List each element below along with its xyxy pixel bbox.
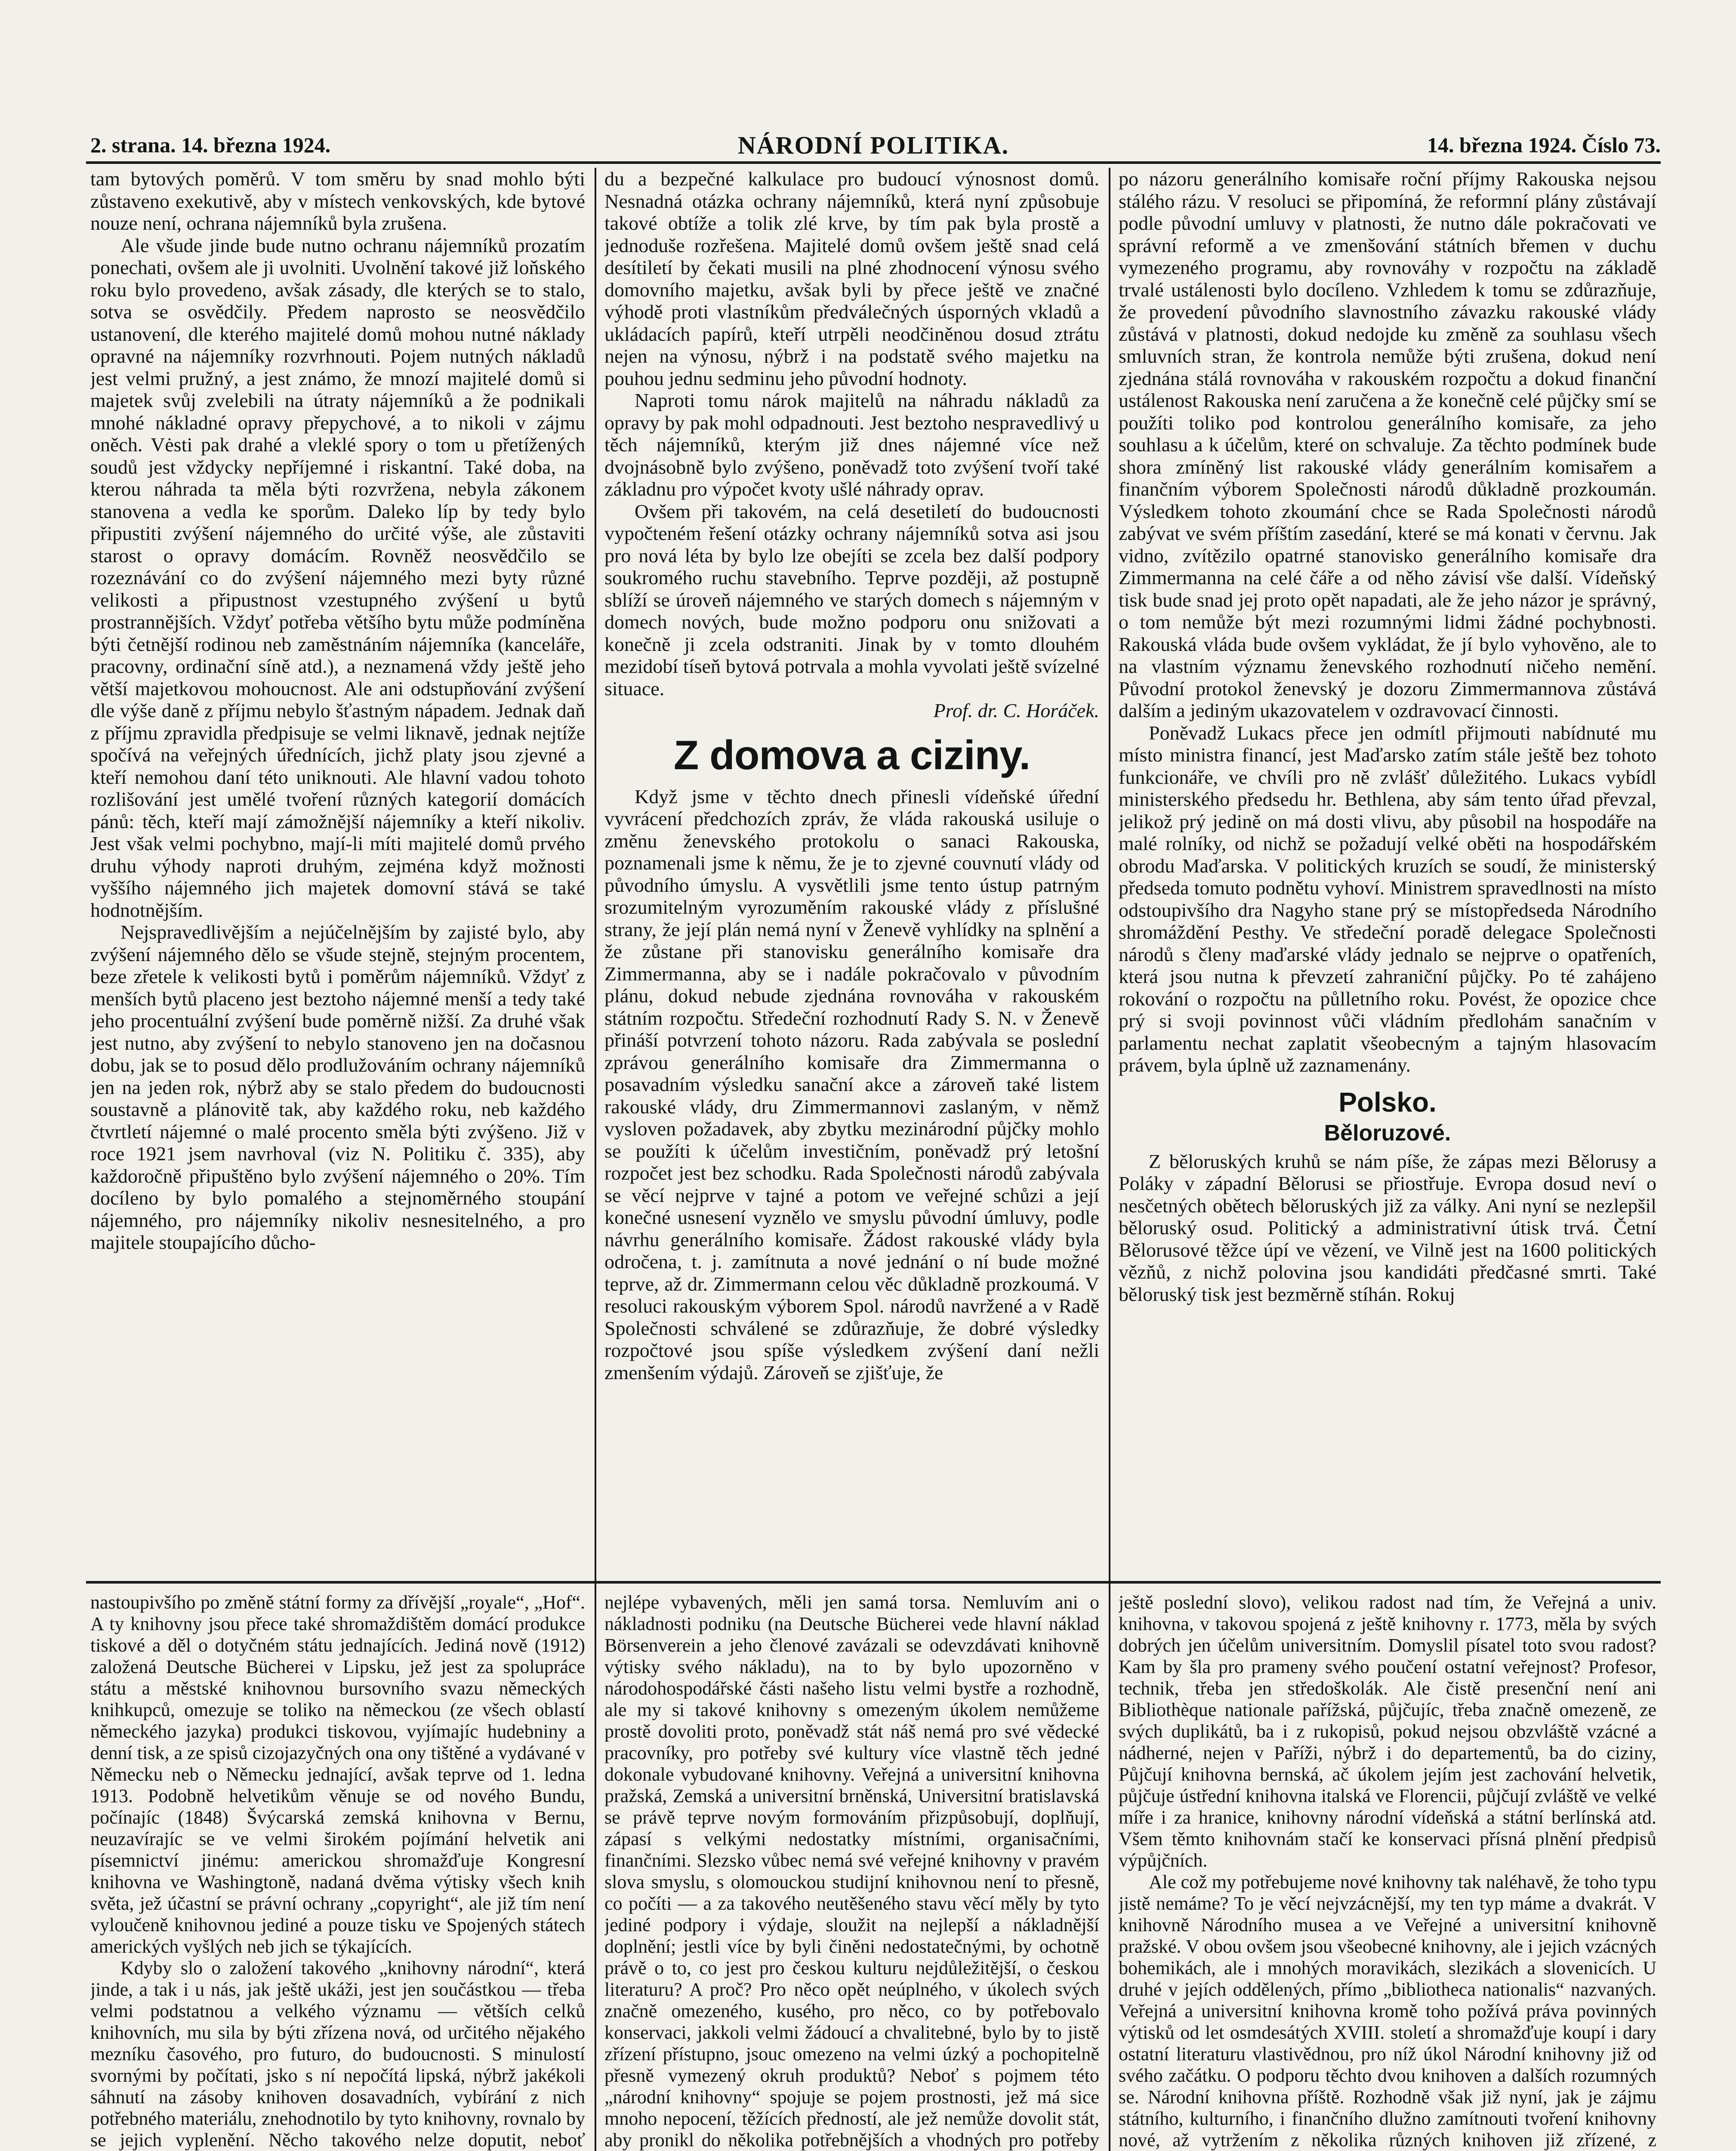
article-column-1 (90, 168, 585, 1575)
paragraph: Kdyby slo o založení takového „knihovny národní“, která jinde, a tak i u nás, jak ještě ukáži, jest jen součástkou — třeba velmi podstatnou a velkého významu — větších celků knihovních, mu sila by býti zřízena nová, od určitého nějakého mezníku časového, pro futuro, do budoucnosti. S minulostí svornými by počítati, jsko s ní nepočítá lipská, nýbrž jakékoli sáhnutí na zásoby knihoven dosavadních, vybírání z nich potřebného materiálu, znehodnotilo by tyto knihovny, rovnalo by se jejich vyplenění. Něcho takového nelze doputit, neboť (90, 1957, 585, 2151)
feuilleton-column-2 (604, 1592, 1099, 2151)
paragraph: Z běloruských kruhů se nám píše, že zápas mezi Bělorusy a Poláky v západní Bělorusi se přiostřuje. Evropa dosud neví o nesčetných obětech běloruských již za války. Ani nyní se nezlepšil běloruský osud. Politický a administrativní útisk trvá. Četní Bělorusové těžce úpí ve vězení, ve Vilně jest na 1600 politických vězňů, z nichž polovina jsou kandidáti předčasné smrti. Také běloruský tisk jest bezměrně stíhán. Rokuj (1119, 1150, 1656, 1305)
section-heading-polsko: Polsko. (1338, 1086, 1437, 1118)
paragraph: du a bezpečné kalkulace pro budoucí výnosnost domů. Nesnadná otázka ochrany nájemníků, která nyní způsobuje takové obtíže a tolik zlé krve, by tím pak byla prostě a jednoduše rozřešena. Majitelé domů ovšem ještě snad celá desítiletí by čekati musili na plné zhodnocení výnosu svého domovního majetku, avšak byli by přece ještě ve značné výhodě proti vlastníkům předválečných úsporných vkladů a ukládacích papírů, kteří utrpěli neodčiněnou dosud ztrátu nejen na výnosu, nýbrž i na podstatě svého majetku na pouhou jednu sedminu jeho původní hodnoty. (604, 168, 1099, 389)
paragraph: Nejspravedlivějším a nejúčelnějším by zajisté bylo, aby zvýšení nájemného dělo se všude stejně, stejným procentem, beze zřetele k velikosti bytů i poměrům nájemníků. Vždyť z menších bytů placeno jest beztoho nájemné menší a tedy také jeho procentuální zvýšení bude poměrně nižší. Za druhé však jest nutno, aby zvýšení to nebylo stanoveno jen na dočasnou dobu, jak se to posud dělo prodlužováním ochrany nájemníků jen na jeden rok, nýbrž aby se stalo předem do budoucnosti soustavně a plánovitě tak, aby každého roku, neb každého čtvrtletí nájemné o malé procento směla býti zvýšeno. Již v roce 1921 jsem navrhoval (viz N. Politiku č. 335), aby každoročně připuštěno bylo zvýšení nájemného o 20%. Tím docíleno by bylo pomalého a stejnoměrného stoupání nájemného, pro nájemníky nikoliv nesnesitelného, a pro majitele stoupajícího důcho- (90, 921, 585, 1253)
section-title: Z domova a ciziny. (673, 732, 1030, 778)
column-divider (595, 168, 596, 2151)
paragraph: po názoru generálního komisaře roční příjmy Rakouska nejsou stálého rázu. V resoluci se připomíná, že reformní plány zůstávají podle původní umluvy v platnosti, že nutno dále pokračovati ve správní reformě a ve zmenšování státních břemen v duchu vymezeného programu, aby rovnováhy v rozpočtu na základě trvalé ustálenosti bylo docíleno. Vzhledem k tomu se zdůrazňuje, že provedení původního slavnostního závazku rakouské vlády zůstává v platnosti, dokud nedojde ku změně za souhlasu všech smluvních stran, že kontrola nemůže býti zrušena, dokud není zjednána stálá rovnováha v rakouském rozpočtu a dokud finanční ustálenost Rakouska není zaručena a že konečně celé půjčky smí se použíti toliko pod kontrolou generálního komisaře, za jeho souhlasu a k účelům, které on schvaluje. Za těchto podmínek bude shora zmíněný list rakouské vlády generálním komisařem a finančním výborem Společnosti národů důkladně prozkoumán. Výsledkem tohoto zkoumání chce se Rada Společnosti národů zabývat ve svém příštím zasedání, které se má konati v červnu. Jak vidno, zvítězilo opatrné stanovisko generálního komisaře dra Zimmermanna na celé čáře a od něho závisí vše další. Vídeňský tisk bude snad jej proto opět napadati, ale že jeho názor je správný, o tom nemůže být mezi rozumnými lidmi žádné pochybnosti. Rakouská vláda bude ovšem vykládat, že jí bylo vyhověno, ale to na vlastním významu ženevského rozhodnutí ničeho nemění. Původní protokol ženevský je dozoru Zimmermannova zůstává dalším a jediným ukazovatelem v ozdravovací činnosti. (1119, 168, 1656, 721)
paragraph: nejlépe vybavených, měli jen samá torsa. Nemluvím ani o nákladnosti podniku (na Deutsche Bücherei vede hlavní náklad Börsenverein a jeho členové zavázali se odevzdávati knihovně výtisky svého nákladu), na to by bylo upozorněno v národohospodářské části našeho listu velmi bystře a rozhodně, ale my si takové knihovny s omezeným úkolem nemůžeme prostě dovoliti proto, poněvadž stát náš nemá pro své vědecké pracovníky, pro potřeby své kultury více vlastně těch jedné dokonale vybudované knihovny. Veřejná a universitní knihovna pražská, Zemská a universitní brněnská, Universitní bratislavská se právě teprve novým formováním přizpůsobují, doplňují, zápasí s velkými nedostatky místními, organisačními, finančními. Slezsko vůbec nemá své veřejné knihovny v pravém slova smyslu, s olomouckou studijní knihovnou není to přesně, co počíti — a za takového neutěšeného stavu věcí měly by tyto jediné podpory i výdaje, sloužit na nejlepší a nákladnější doplnění; jestli více by byli činěni nedostatečnými, by ochotně právě o to, co jest pro českou kulturu nejdůležitější, o českou literaturu? A proč? Pro něco opět neúplného, v úkolech svých značně omezeného, kusého, pro něco, co by potřebovalo konservaci, jakkoli velmi žádoucí a chvalitebné, bylo by to jistě zřízení přístupno, jsouc omezeno na velmi úzký a pochopitelně přesně vymezený okruh produktů? Neboť s pojmem této „národní knihovny“ spojuje se pojem prostnosti, jež má sice mnoho nepocení, těžících předností, ale jež nemůže dovolit stát, aby pronikl do několika potřebnějších a vhodných pro potřeby (604, 1592, 1099, 2151)
feuilleton-column-3 (1119, 1592, 1656, 2151)
subheading-belorusove: Běloruzové. (1324, 1120, 1451, 1146)
paragraph: Ale všude jinde bude nutno ochranu nájemníků prozatím ponechati, ovšem ale ji uvolniti. Uvolnění takové již loňského roku bylo provedeno, avšak zásady, dle kterých se to stalo, sotva se osvědčily. Předem naprosto se neosvědčilo ustanovení, dle kterého majitelé domů mohou nutné náklady opravné na nájemníky rozvrhnouti. Pojem nutných nákladů jest velmi pružný, a jest známo, že mnozí majitelé domů si majetek svůj zvelebili na útraty nájemníků a že podnikali mnohé nákladné opravy přepychové, a to nikoli v zájmu oněch. Vėsti pak drahé a vleklé spory o tom u přetížených soudů jest vždycky nepříjemné i riskantní. Také doba, na kterou náhrada ta měla býti rozvržena, nebyla zákonem stanovena a vedla ke sporům. Daleko líp by tedy bylo připustiti zvýšení nájemného do určité výše, ale zůstaviti starost o opravy domácím. Rovněž neosvědčilo se rozeznávání co do zvýšení nájemného mezi byty různé velikosti a připustnost vzestupného zvýšení u bytů prostrannějších. Vždyť potřeba většího bytu může podmíněna býti četnější rodinou neb zaměstnáním nájemníka (kanceláře, pracovny, ordinační síně atd.), a neznamená vždy ještě jeho větší majetkovou mohoucnost. Ale ani odstupňování zvýšení dle výše daně z příjmu nebylo šťastným nápadem. Jednak daň z příjmu zpravidla předpisuje se velmi liknavě, jednak nejtíže spočívá na veřejných úřednících, jichž platy jsou zjevné a kteří nemohou daní této uniknouti. Ale hlavní vadou tohoto rozlišování jest umělé tvoření různých kategorií domácích pánů: těch, kteří mají zámožnější nájemníky a kteří nikoliv. Jest však velmi pochybno, mají-li míti majitelé domů prvého druhu výhody naproti druhým, zejména když možnosti vyššího nájemného jich majetek domovní stává se také hodnotnějším. (90, 234, 585, 921)
header-issue: 14. března 1924. Číslo 73. (1427, 133, 1661, 157)
paragraph: tam bytových poměrů. V tom směru by snad mohlo býti zůstaveno exekutivě, aby v místech venkovských, kde bytové nouze není, ochrana nájemníků byla zrušena. (90, 168, 585, 234)
article-column-3 (1119, 168, 1656, 1575)
paragraph: ještě poslední slovo), velikou radost nad tím, že Veřejná a univ. knihovna, v takovou spojená z ještě knihovny r. 1773, měla by svých dobrých jen účelům universitním. Domyslil písatel toto svou radost? Kam by šla pro prameny svého poučení ostatní veřejnost? Profesor, technik, třeba jen středoškolák. Ale čistě presenční není ani Bibliothèque nationale pařížská, půjčujíc, třeba značně omezeně, ze svých duplikátů, ba i z rukopisů, pokud nejsou obzvláště vzácné a nádherné, nejen v Paříži, nýbrž i do departementů, ba do ciziny, Půjčují knihovna bernská, ač úkolem jejím jest zachování helvetik, půjčuje ústřední knihovna italská ve Florencii, půjčují zvláště ve velké míře i za hranice, knihovny národní vídeňská a státní berlínská atd. Všem těmto knihovnám stačí ke konservaci přísná plnění předpisů výpůjčních. (1119, 1592, 1656, 1871)
header-page-number: 2. strana. 14. března 1924. (90, 133, 331, 157)
page-header (86, 120, 1661, 164)
masthead-title: NÁRODNÍ POLITIKA. (737, 131, 1009, 159)
paragraph: Poněvadž Lukacs přece jen odmítl přijmouti nabídnuté mu místo ministra financí, jest Maďarsko zatím stále ještě bez tohoto funkcionáře, ve chvíli pro ně zvlášť důležitého. Lukacs vybídl ministerského předsedu hr. Bethlena, aby sám tento úřad převzal, jelikož prý jedině on má dosti vlivu, aby působil na hospodáře na malé rolníky, od nichž se požadují velké oběti na hospodářském obrodu Maďarska. V politických kruzích se soudí, že ministerský předseda tomuto podnětu vyhoví. Ministrem spravedlnosti na místo odstoupivšího dra Nagyho stane prý se místopředseda Národního shromáždění Pesthy. Ve středeční poradě delegace Společnosti národů s členy maďarské vlády jednalo se nejprve o opatřeních, která jsou nutna k převzetí zahraniční půjčky. Po té zahájeno rokování o rozpočtu na půlletního roku. Povést, že opozice chce prý si svoji povinnost vůči vládním předlohám sanačním v parlamentu nechat zaplatit všeobecným a tajným hlasovacím právem, byla úplně už zaznamenány. (1119, 721, 1656, 1076)
paragraph: Ale což my potřebujeme nové knihovny tak naléhavě, že toho typu jistě nemáme? To je věcí nejvzácnější, my ten typ máme a dvakrát. V knihovně Národního musea a ve Veřejné a universitní knihovně pražské. V obou ovšem jsou všeobecné knihovny, ale i jejich vzácných bohemikách, ale i mnohých moravikách, slezikách a slovenicích. U druhé v jejích oddělených, přímo „bibliotheca nationalis“ nazvaných. Veřejná a universitní knihovna kromě toho požívá práva povinných výtisků od let osmdesátých XVIII. století a shromažďuje koupí i dary ostatní literaturu vlastivědnou, pro níž úkol Národní knihovny již od svého začátku. O podporu těchto dvou knihoven a dalších rozumných se. Národní knihovna příště. Rozhodně však již nyní, jak je zájmu státního, kulturního, i finančního dlužno zamítnouti tvoření knihovny nové, až vytržením z několika různých knihoven již zřízené, z (1119, 1871, 1656, 2151)
newspaper-page (86, 120, 1661, 2151)
article-column-2 (604, 168, 1099, 1575)
feuilleton-divider (86, 1581, 1661, 1584)
paragraph: Ovšem při takovém, na celá desetiletí do budoucnosti vypočteném řešení otázky ochrany nájemníků sotva asi jsou pro nová léta by bylo lze obejíti se zcela bez další podpory soukromého ruchu stavebního. Teprve později, až postupně sblíží se úroveň nájemného ve starých domech s nájemným v domech nových, bude možno podporu onu snižovati a konečně ji zcela odstraniti. Jinak by v tomto dlouhém mezidobí tíseň bytová potrvala a mohla vyvolati ještě svízelné situace. (604, 500, 1099, 700)
paragraph: Naproti tomu nárok majitelů na náhradu nákladů za opravy by pak mohl odpadnouti. Jest beztoho nespravedlivý u těch nájemníků, kterým již dnes nájemné více než dvojnásobně bylo zvýšeno, poněvadž toto zvýšení tvoří také základnu pro výpočet kvoty ušlé náhrady oprav. (604, 389, 1099, 500)
paragraph: nastoupivšího po změně státní formy za dřívější „royale“, „Hof“. A ty knihovny jsou přece také shromaždištěm domácí produkce tiskové a děl o dotyčném státu jednajících. Jediná nově (1912) založená Deutsche Bücherei v Lipsku, jež jest za spolupráce státu a městské knihovnou bursovního svazu německých knihkupců, omezuje se toliko na německou (ze všech oblastí německého jazyka) produkci tiskovou, vyjímajíc hudebniny a denní tisk, a ze spisů cizojazyčných ona ony tištěné a vydávané v Německu neb o Německu jednající, avšak teprve od 1. ledna 1913. Podobně helvetikům věnuje se od nového Bundu, počínajíc (1848) Švýcarská zemská knihovna v Bernu, neuzavírajíc se ve velmi širokém pojímání helvetik ani písemnictví jinému: americkou shromažďuje Kongresní knihovna ve Washingtoně, nadaná dvěma výtisky všech knih světa, jež účastní se právní ochrany „copyright“, ale již tím není vyloučeně knihovnou jediné a pouze tisku ve Spojených státech amerických vyšlých neb jich se týkajících. (90, 1592, 585, 1957)
paragraph: Když jsme v těchto dnech přinesli vídeňské úřední vyvrácení předchozích zpráv, že vláda rakouská usiluje o změnu ženevského protokolu o sanaci Rakouska, poznamenali jsme k němu, že je to zjevné couvnutí vlády od původního úmyslu. A vysvětlili jsme tento ústup patrným srozumitelným vyrozuměním rakouské vlády z příslušné strany, že její plán nemá nyní v Ženevě vyhlídky na splnění a že zůstane při stanovisku generálního komisaře dra Zimmermanna, aby se i nadále pokračovalo v původním plánu, dokud nebude zjednána rovnováha v rakouském státním rozpočtu. Středeční rozhodnutí Rady S. N. v Ženevě přináší potvrzení tohoto názoru. Rada zabývala se poslední zprávou generálního komisaře dra Zimmermanna o posavadním výsledku sanační akce a zároveň také listem rakouské vlády, dru Zimmermannovi zaslaným, v němž vysloven požadavek, aby zbytku mezinárodní půjčky mohlo se použíti k účelům investičním, poněvadž prý letošní rozpočet jest bez schodku. Rada Společnosti národů zabývala se věcí nejprve v tajné a potom ve veřejné schůzi a její konečné usnesení vyznělo ve smyslu původní úmluvy, podle návrhu generálního komisaře. Žádost rakouské vlády byla odročena, t. j. zamítnuta a nové jednání o ní bude možné teprve, až dr. Zimmermann celou věc důkladně prozkoumá. V resoluci rakouským výborem Spol. národů navržené a v Radě Společnosti schválené se zdůrazňuje, že dobré výsledky rozpočtové jsou spíše výsledkem zvýšení daní nežli zmenšením výdajů. Zároveň se zjišťuje, že (604, 785, 1099, 1384)
author-signature: Prof. dr. C. Horáček. (933, 700, 1099, 721)
column-divider (1109, 168, 1110, 2151)
feuilleton-column-1 (90, 1592, 585, 2151)
